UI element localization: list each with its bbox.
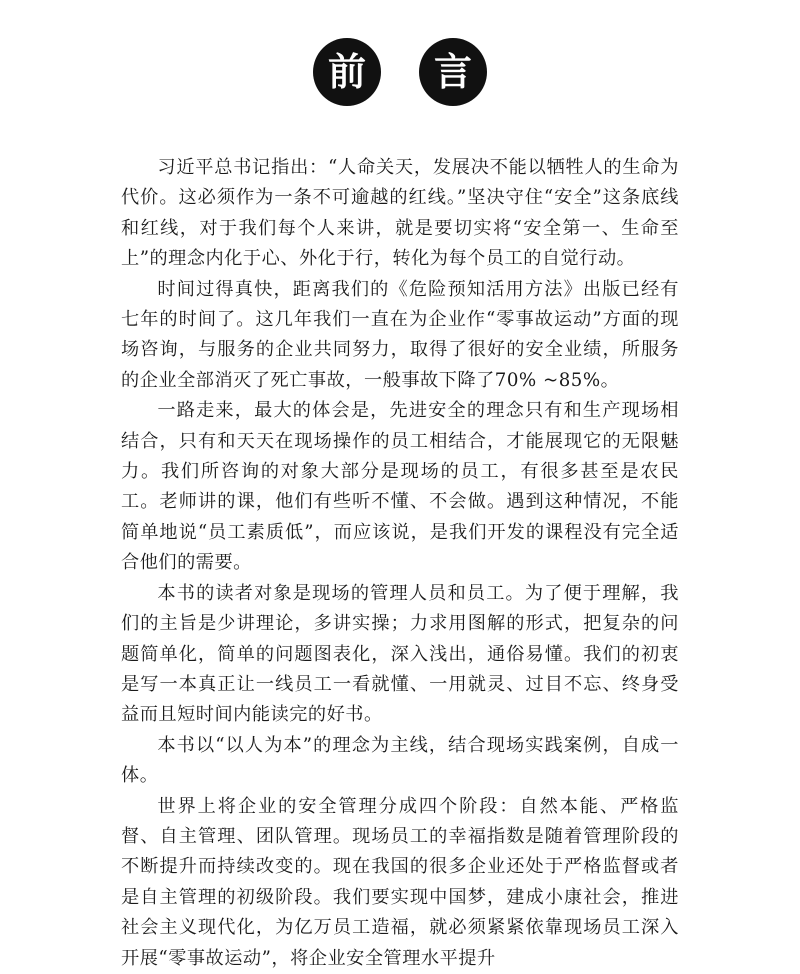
title-char-1: 前 — [313, 38, 381, 106]
paragraph-6: 世界上将企业的安全管理分成四个阶段：自然本能、严格监督、自主管理、团队管理。现场员工的幸福指数是随着管理阶段的不断提升而持续改变的。现在我国的很多企业还处于严格监督或者是自主管理的初级阶段。我们要实现中国梦，建成小康社会，推进社会主义现代化，为亿万员工造福，就必须紧紧依靠现场员工深入开展“零事故运动”，将企业安全管理水平提升 — [121, 795, 679, 969]
paragraph-2: 时间过得真快，距离我们的《危险预知活用方法》出版已经有七年的时间了。这几年我们一直在为企业作“零事故运动”方面的现场咨询，与服务的企业共同努力，取得了很好的安全业绩，所服务的企业全部消灭了死亡事故，一般事故下降了70% ~85%。 — [121, 278, 679, 391]
paragraph-1: 习近平总书记指出：“人命关天，发展决不能以牺牲人的生命为代价。这必须作为一条不可逾越的红线。”坚决守住“安全”这条底线和红线，对于我们每个人来讲，就是要切实将“安全第一、生命至上”的理念内化于心、外化于行，转化为每个员工的自觉行动。 — [121, 157, 679, 270]
paragraph-3: 一路走来，最大的体会是，先进安全的理念只有和生产现场相结合，只有和天天在现场操作的员工相结合，才能展现它的无限魅力。我们所咨询的对象大部分是现场的员工，有很多甚至是农民工。老师讲的课，他们有些听不懂、不会做。遇到这种情况，不能简单地说“员工素质低”，而应该说，是我们开发的课程没有完全适合他们的需要。 — [121, 400, 679, 574]
paragraph-5: 本书以“以人为本”的理念为主线，结合现场实践案例，自成一体。 — [121, 734, 679, 787]
title-char-2: 言 — [419, 38, 487, 106]
page-title — [0, 38, 800, 106]
paragraph-4: 本书的读者对象是现场的管理人员和员工。为了便于理解，我们的主旨是少讲理论，多讲实操；力求用图解的形式，把复杂的问题简单化，简单的问题图表化，深入浅出，通俗易懂。我们的初衷是写一本真正让一线员工一看就懂、一用就灵、过目不忘、终身受益而且短时间内能读完的好书。 — [121, 582, 679, 726]
preface-body — [121, 153, 679, 974]
